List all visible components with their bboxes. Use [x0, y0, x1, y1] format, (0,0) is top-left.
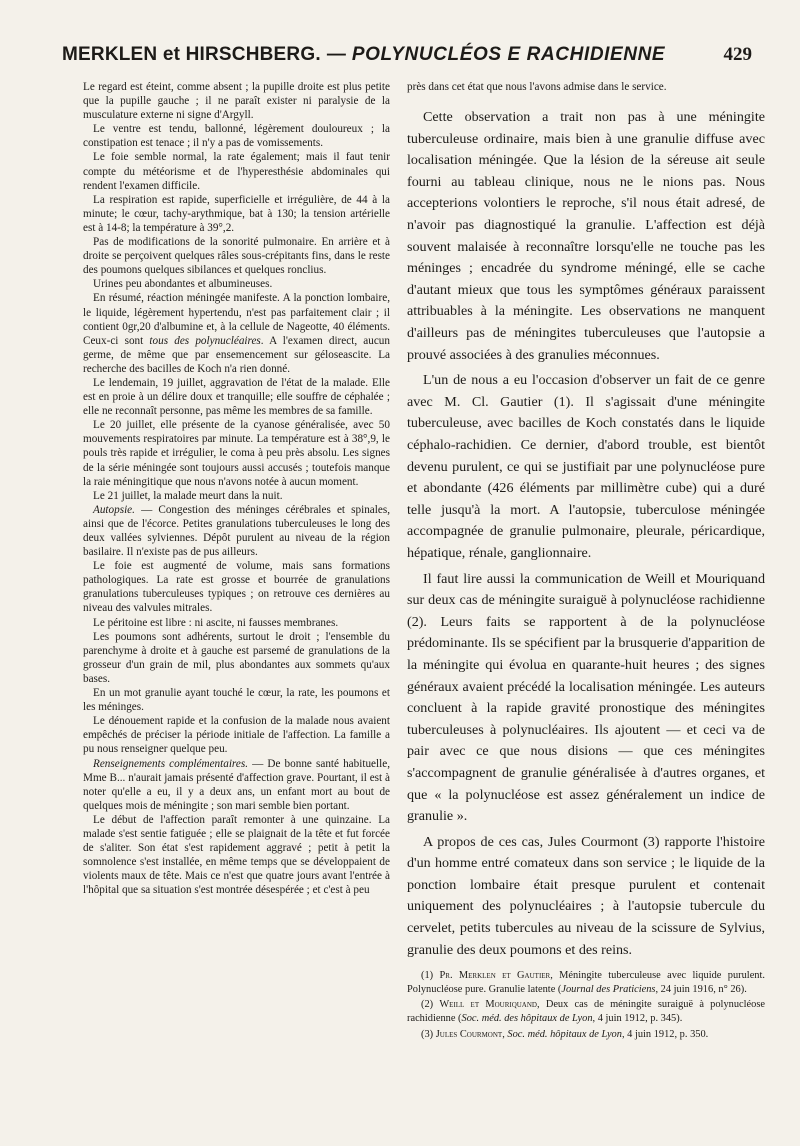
paragraph: Le lendemain, 19 juillet, aggravation de l'état de la malade. Elle est en proie à un délire doux et tranquille; elle souffre de céphalée ; elle ne reconnaît personne, pas même les membres de sa famille. — [83, 376, 390, 418]
footnotes — [407, 969, 765, 1041]
footnote-authors: Weill et Mouriquand — [439, 999, 537, 1011]
header-separator: — — [326, 44, 346, 65]
footnote-text: , Méningite tuberculeuse avec liquide purulent. Polynucléose pure. Granulie latente ( — [407, 970, 765, 995]
text-run: — Congestion des méninges cérébrales et spinales, ainsi que de l'écorce. Petites granulations tuberculeuses le long des deux vallées sylviennes. Dépôt purulent au niveau de la région basilaire. Il n'existe pas de pus ailleurs. — [83, 503, 390, 559]
footnote — [407, 1028, 765, 1042]
paragraph: A propos de ces cas, Jules Courmont (3) rapporte l'histoire d'un homme entré comateux dans son service ; le liquide de la ponction lombaire était presque purulent et contenait uniquement des polynucléaires ; à l'autopsie tubercule du cervelet, petits tubercules au niveau de la scissure de Sylvius, granulie des deux poumons et des reins. — [407, 833, 765, 958]
paragraph: Le regard est éteint, comme absent ; la pupille droite est plus petite que la pupille gauche ; il ne paraît exister ni paralysie de la musculature externe ni signe d'Argyll. — [83, 81, 390, 122]
paragraph: Le dénouement rapide et la confusion de la malade nous avaient empêchés de préciser la période initiale de l'affection. La famille a pu nous renseigner quelque peu. — [83, 715, 390, 756]
footnote-authors: Pr. Merklen et Gautier — [439, 970, 551, 982]
footnote-text: , Deux cas de méningite suraiguë à polynucléose rachidienne ( — [407, 999, 765, 1025]
footnote-mark: (2) — [421, 999, 434, 1011]
paragraph: Le début de l'affection paraît remonter à une quinzaine. La malade s'est sentie fatiguée ; elle se plaignait de la tête et fut forcée de s'aliter. Son état s'est rapidement aggravé ; petit à petit la somnolence s'est installée, en même temps que se développaient de violents maux de tête. Mais ce n'est que quatre jours avant l'entrée à l'hôpital que sa situation s'est montrée désespérée ; et c'est à peu — [83, 813, 390, 897]
text-run: En résumé, réaction méningée manifeste. A la ponction lombaire, le liquide, légèrement hypertendu, n'est pas parfaitement clair ; il contient 0gr,20 d'albumine et, à la cellule de Nageotte, 40 éléments. Ceux-ci sont — [83, 292, 390, 347]
paragraph-summary — [83, 291, 390, 376]
paragraph: Le 20 juillet, elle présente de la cyanose généralisée, avec 50 mouvements respiratoires par minute. La température est à 38°,9, le pouls très rapide et irrégulier, le coma à peu près absolu. Les signes de la série méningée sont toujours aussi accusés ; toutefois manque la raie méningitique que nous n'avons notée à aucun moment. — [83, 419, 390, 488]
footnote-mark: (1) — [421, 970, 434, 982]
footnote-tail: , 4 juin 1912, p. 345). — [592, 1013, 683, 1025]
continuation-text: près dans cet état que nous l'avons admise dans le service. — [407, 81, 667, 93]
paragraph: La respiration est rapide, superficielle et irrégulière, de 44 à la minute; le cœur, tachy-arythmique, bat à 130; la tension artérielle est à 14-8; la température à 39°,2. — [83, 193, 390, 234]
footnote-tail: , 24 juin 1916, n° 26). — [655, 983, 747, 995]
paragraph: Le 21 juillet, la malade meurt dans la nuit. — [93, 489, 283, 502]
footnote-text: , — [502, 1028, 508, 1040]
footnote — [407, 969, 765, 996]
footnote-source: Soc. méd. hôpitaux de Lyon — [507, 1028, 622, 1040]
paragraph: En un mot granulie ayant touché le cœur, la rate, les poumons et les méninges. — [83, 687, 390, 714]
paragraph: L'un de nous a eu l'occasion d'observer un fait de ce genre avec M. Cl. Gautier (1). Il s'agissait d'une méningite tuberculeuse, avec bacilles de Koch constatés dans le liquide céphalo-rachidien. Ce dernier, d'abord trouble, est bientôt devenu purulent, ce qui se justifiait par une polynucléose pure et abondante (426 éléments par millimètre cube) qui a duré telle jusqu'à la mort. A l'autopsie, tuberculose méningée accompagnée de granulie pulmonaire, pleurale, péricardique, hépatique, rénale, ganglionnaire. — [407, 372, 765, 561]
paragraph-renseignements — [83, 757, 390, 813]
footnote — [407, 998, 765, 1025]
text-run: — De bonne santé habituelle, Mme B... n'aurait jamais présenté d'affection grave. Pourtant, il est à noter qu'elle a eu, il y a deux ans, un enfant mort au bout de quelques mois de méningite ; son mari semble bien portant. — [83, 757, 390, 812]
header-title: POLYNUCLÉOS E RACHIDIENNE — [351, 44, 666, 65]
text-run: . A l'examen direct, aucun germe, de même que par ensemencement sur géloseascite. La recherche des bacilles de Koch n'a rien donné. — [83, 334, 390, 375]
paragraph: Le ventre est tendu, ballonné, légèrement douloureux ; la constipation est tenace ; il n'y a pas de vomissements. — [83, 123, 390, 150]
discussion-body — [407, 107, 765, 961]
italic-phrase: tous des polynucléaires — [149, 334, 261, 347]
section-heading: Renseignements complémentaires. — [93, 757, 248, 770]
left-column — [83, 80, 390, 1110]
header-authors: MERKLEN et HIRSCHBERG. — [62, 44, 321, 65]
section-heading: Autopsie. — [93, 503, 135, 516]
footnote-tail: , 4 juin 1912, p. 350. — [621, 1028, 709, 1040]
paragraph: Le foie semble normal, la rate également; mais il faut tenir compte du météorisme et de l'hyperesthésie abdominales qui rendent l'examen difficile. — [83, 151, 390, 192]
running-header — [62, 44, 752, 74]
paragraph-autopsy — [83, 503, 390, 559]
right-column — [407, 80, 765, 1120]
paragraph: Urines peu abondantes et albumineuses. — [93, 278, 273, 291]
footnote-authors: Jules Courmont — [435, 1028, 503, 1040]
footnote-source: Journal des Praticiens — [561, 983, 656, 995]
page-number: 429 — [723, 44, 752, 65]
paragraph: Le foie est augmenté de volume, mais sans formations pathologiques. La rate est grosse et bourrée de granulations granulations tuberculeuses typiques ; on retrouve ces dernières au niveau des valvules mitrales. — [83, 560, 390, 615]
paragraph: Le péritoine est libre : ni ascite, ni fausses membranes. — [93, 616, 339, 629]
paragraph: Les poumons sont adhérents, surtout le droit ; l'ensemble du parenchyme à droite et à gauche est parsemé de granulations de la grosseur d'un grain de mil, plus abondantes aux sommets qu'aux bases. — [83, 630, 390, 685]
footnote-source: Soc. méd. des hôpitaux de Lyon — [461, 1013, 593, 1025]
footnote-mark: (3) — [421, 1028, 434, 1040]
paragraph: Cette observation a trait non pas à une méningite tuberculeuse ordinaire, mais bien à une granulie diffuse avec localisation méningée. Que la lésion de la séreuse ait seule fourni au tableau clinique, nous ne le nions pas. Nous accepterions volontiers le reproche, s'il nous était adresé, de n'avoir pas diagnostiqué la granulie. L'affection est déjà souvent malaisée à reconnaître lorsqu'elle ne touche pas les méninges ; encadrée du syndrome méningé, elle se cache d'autant mieux que tous les symptômes généraux paraissent attribuables à la méningite. Les observations ne manquent d'ailleurs pas de méningites tuberculeuses que l'autopsie a prouvé associées à des granulies méconnues. — [407, 109, 765, 363]
paragraph: Il faut lire aussi la communication de Weill et Mouriquand sur deux cas de méningite suraiguë à polynucléose rachidienne (2). Leurs faits se rapportent à de la polynucléose prédominante. Ils se spécifient par la brusquerie d'apparition de la méningite qui évolua en quarante-huit heures ; des signes généraux avaient précédé la localisation méningée. Les auteurs concluent à la rapide gravité pronostique des méningites tuberculeuses à polynucléaires. Ils ajoutent — et ceci va de pair avec ce que nous disions — que ces méningites s'accompagnent de granulie généralisée à d'autres organes, et que « la polynucléose est assez généralement un indice de granulie ». — [407, 570, 765, 825]
paragraph: Pas de modifications de la sonorité pulmonaire. En arrière et à droite se perçoivent quelques râles sous-crépitants fins, dans le reste des poumons quelques sibilances et quelques ronclius. — [83, 236, 390, 277]
